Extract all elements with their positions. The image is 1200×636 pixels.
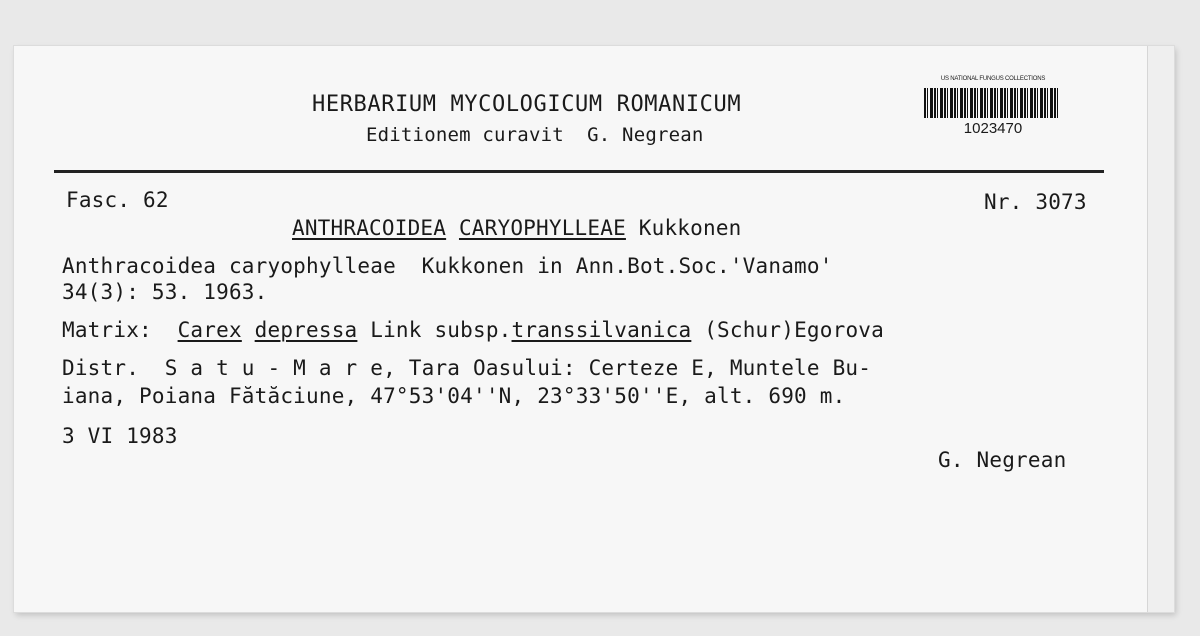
host-genus: Carex	[177, 318, 242, 342]
collection-title: HERBARIUM MYCOLOGICUM ROMANICUM	[312, 92, 742, 117]
matrix-label: Matrix:	[62, 318, 152, 342]
taxon-author: Kukkonen	[638, 216, 742, 240]
barcode-bars	[924, 88, 1060, 118]
barcode-number: 1023470	[963, 120, 1023, 137]
taxon-genus: ANTHRACOIDEA	[292, 216, 447, 240]
fascicle-number: Fasc. 62	[66, 188, 169, 212]
paper-edge	[1147, 46, 1174, 612]
matrix-line	[62, 318, 884, 342]
host-author: (Schur)Egorova	[704, 318, 884, 342]
host-subspecies: transsilvanica	[511, 318, 692, 342]
barcode-caption: US NATIONAL FUNGUS COLLECTIONS	[940, 76, 1046, 82]
citation-line-1: Anthracoidea caryophylleae Kukkonen in Ann.Bot.Soc.'Vanamo'	[62, 254, 833, 278]
host-mid: Link subsp.	[370, 318, 512, 342]
header-rule	[54, 170, 1104, 173]
collector-name: G. Negrean	[938, 448, 1067, 472]
collection-date: 3 VI 1983	[62, 424, 178, 448]
editor-line: Editionem curavit G. Negrean	[366, 124, 704, 146]
taxon-name	[292, 216, 742, 240]
host-species: depressa	[254, 318, 358, 342]
exsiccata-number: Nr. 3073	[984, 190, 1087, 214]
taxon-species: CARYOPHYLLEAE	[458, 216, 626, 240]
barcode-sticker	[920, 76, 1066, 138]
locality-line-2: iana, Poiana Fătăciune, 47°53'04''N, 23°33'50''E, alt. 690 m.	[62, 384, 846, 408]
locality-line-1: Distr. S a t u - M a r e, Tara Oasului: Certeze E, Muntele Bu-	[62, 356, 872, 380]
citation-line-2: 34(3): 53. 1963.	[62, 280, 268, 304]
